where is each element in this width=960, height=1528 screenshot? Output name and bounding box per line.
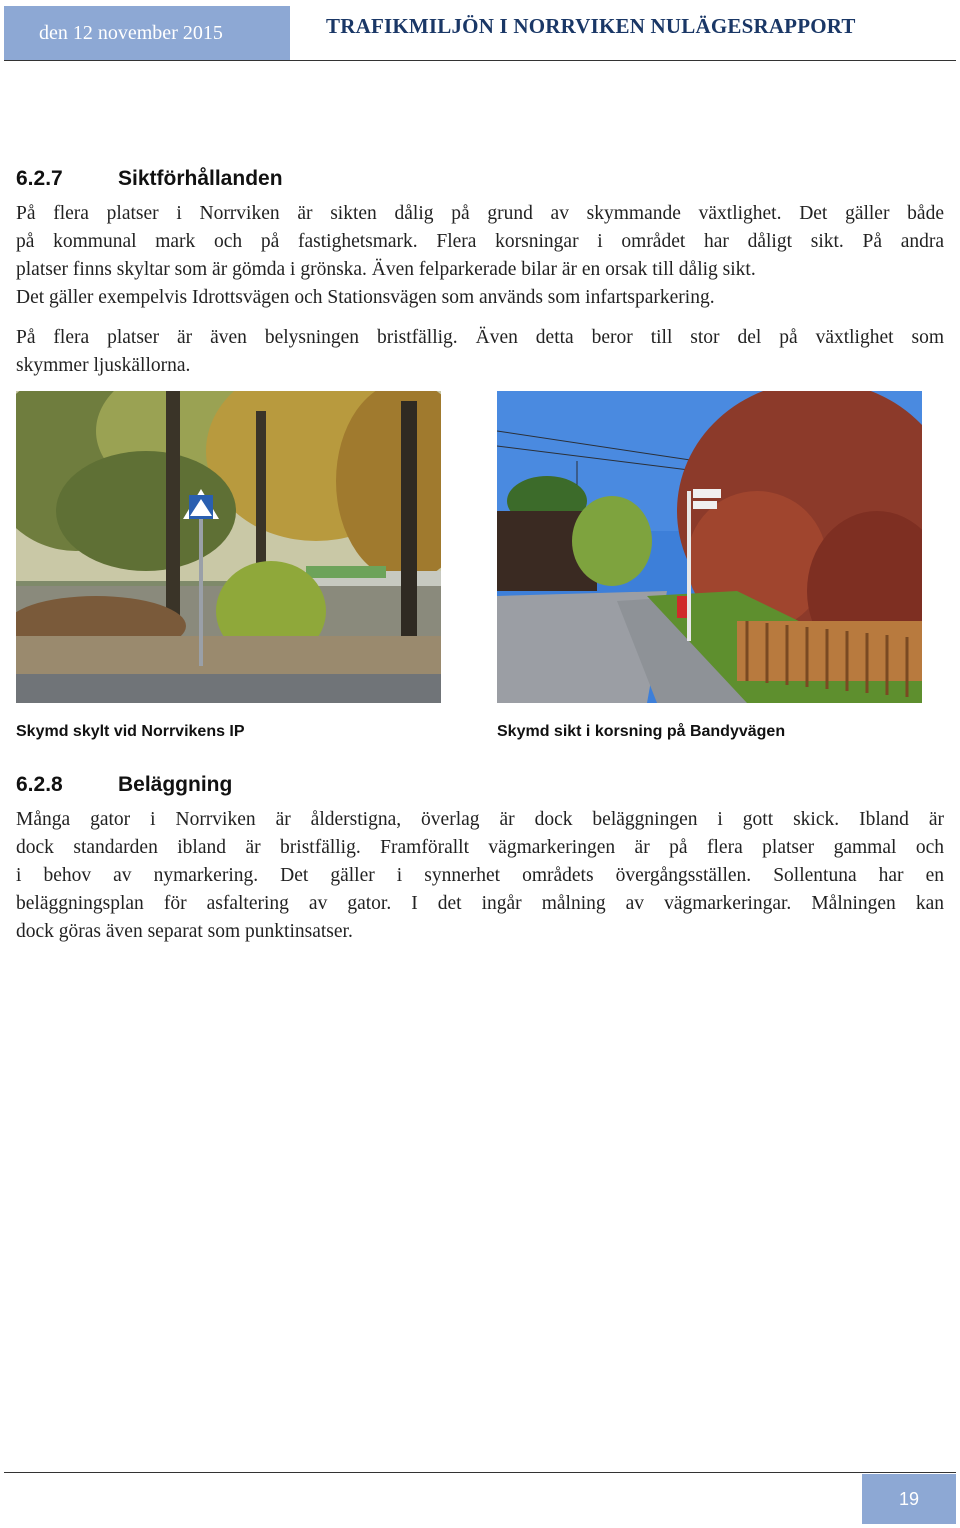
paragraph-line: På flera platser i Norrviken är sikten dålig på grund av skymmande växtlighet. Det gäller både	[16, 203, 944, 224]
header-date: den 12 november 2015	[4, 6, 290, 60]
section-heading-628	[16, 773, 232, 797]
photo-caption-left: Skymd skylt vid Norrvikens IP	[16, 723, 245, 740]
photo-illustration	[16, 391, 441, 703]
paragraph-line: Många gator i Norrviken är ålderstigna, överlag är dock beläggningen i gott skick. Ibland är	[16, 809, 944, 830]
page-number: 19	[862, 1474, 956, 1524]
paragraph-line: På flera platser är även belysningen bristfällig. Även detta beror till stor del på växtlighet som	[16, 327, 944, 348]
section-number: 6.2.8	[16, 773, 63, 796]
paragraph-sikt	[16, 200, 944, 312]
paragraph-line: dock standarden ibland är bristfällig. Framförallt vägmarkeringen är på flera platser gammal och	[16, 837, 944, 858]
photo-skymd-skylt	[16, 391, 441, 703]
paragraph-line: i behov av nymarkering. Det gäller i synnerhet områdets övergångsställen. Sollentuna har en	[16, 865, 944, 886]
section-title: Beläggning	[118, 773, 233, 796]
paragraph-belysning	[16, 324, 944, 380]
paragraph-line: Det gäller exempelvis Idrottsvägen och Stationsvägen som används som infartsparkering.	[16, 287, 715, 308]
paragraph-line: på kommunal mark och på fastighetsmark. Flera korsningar i området har dåligt sikt. På andra	[16, 231, 944, 252]
section-title: Siktförhållanden	[118, 167, 283, 190]
section-number: 6.2.7	[16, 167, 63, 190]
paragraph-line: platser finns skyltar som är gömda i grönska. Även felparkerade bilar är en orsak till dålig sikt.	[16, 259, 756, 280]
footer-divider	[4, 1472, 956, 1473]
header-divider	[4, 60, 956, 61]
paragraph-line: dock göras även separat som punktinsatser.	[16, 921, 353, 942]
photo-caption-right: Skymd sikt i korsning på Bandyvägen	[497, 723, 786, 740]
photo-skymd-sikt	[497, 391, 922, 703]
paragraph-line: skymmer ljuskällorna.	[16, 355, 191, 376]
photo-illustration	[497, 391, 922, 703]
section-heading-627	[16, 167, 283, 191]
header-title: TRAFIKMILJÖN I NORRVIKEN NULÄGESRAPPORT	[326, 14, 856, 38]
paragraph-belaggning	[16, 806, 944, 946]
paragraph-line: beläggningsplan för asfaltering av gator. I det ingår målning av vägmarkeringar. Målningen kan	[16, 893, 944, 914]
